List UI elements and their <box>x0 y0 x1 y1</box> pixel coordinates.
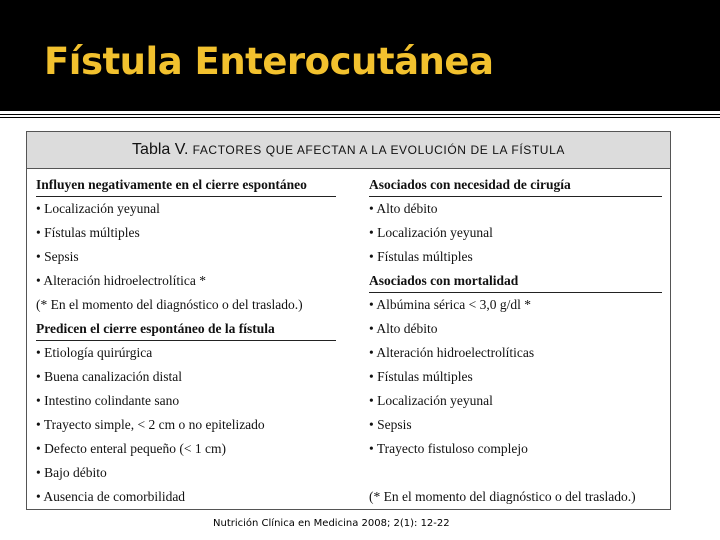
table-row: • Trayecto fistuloso complejo <box>369 441 528 456</box>
table-row: Predicen el cierre espontáneo de la fístula <box>36 317 336 341</box>
table-row: • Albúmina sérica < 3,0 g/dl * <box>369 297 531 312</box>
divider-line <box>0 117 720 118</box>
table-row: • Buena canalización distal <box>36 369 183 384</box>
table-row: • Alto débito <box>369 201 438 216</box>
table-row: • Alteración hidroelectrolíticas <box>369 345 535 360</box>
table-row: • Bajo débito <box>36 465 107 480</box>
table-row: Asociados con necesidad de cirugía <box>369 173 662 197</box>
table-row: • Etiología quirúrgica <box>36 345 153 360</box>
table-row: • Fístulas múltiples <box>369 249 473 264</box>
factors-table <box>26 131 671 510</box>
table-row: • Alteración hidroelectrolítica * <box>36 273 207 288</box>
divider-line <box>0 114 720 115</box>
table-row: • Sepsis <box>36 249 79 264</box>
citation: Nutrición Clínica en Medicina 2008; 2(1): 12-22 <box>213 518 450 529</box>
table-row: • Fístulas múltiples <box>36 225 140 240</box>
table-row: • Fístulas múltiples <box>369 369 473 384</box>
table-row: • Ausencia de comorbilidad <box>36 489 186 504</box>
table-row: • Localización yeyunal <box>36 201 160 216</box>
left-column <box>36 169 336 509</box>
table-row <box>369 461 662 485</box>
slide-title: Fístula Enterocutánea <box>44 40 494 83</box>
table-row: • Defecto enteral pequeño (< 1 cm) <box>36 441 227 456</box>
table-header <box>27 132 670 169</box>
table-heading: FACTORES QUE AFECTAN A LA EVOLUCIÓN DE LA FÍSTULA <box>192 143 565 157</box>
right-column <box>369 169 662 509</box>
table-row: • Intestino colindante sano <box>36 393 180 408</box>
table-row: • Sepsis <box>369 417 412 432</box>
table-row: • Localización yeyunal <box>369 225 493 240</box>
title-bar <box>0 0 720 111</box>
table-caption: Tabla V. <box>132 141 189 158</box>
table-row: (* En el momento del diagnóstico o del traslado.) <box>36 297 303 312</box>
table-row: • Localización yeyunal <box>369 393 493 408</box>
table-row: • Trayecto simple, < 2 cm o no epitelizado <box>36 417 265 432</box>
table-row: • Alto débito <box>369 321 438 336</box>
table-row: Asociados con mortalidad <box>369 269 662 293</box>
table-row: Influyen negativamente en el cierre espontáneo <box>36 173 336 197</box>
table-row: (* En el momento del diagnóstico o del traslado.) <box>369 489 636 504</box>
